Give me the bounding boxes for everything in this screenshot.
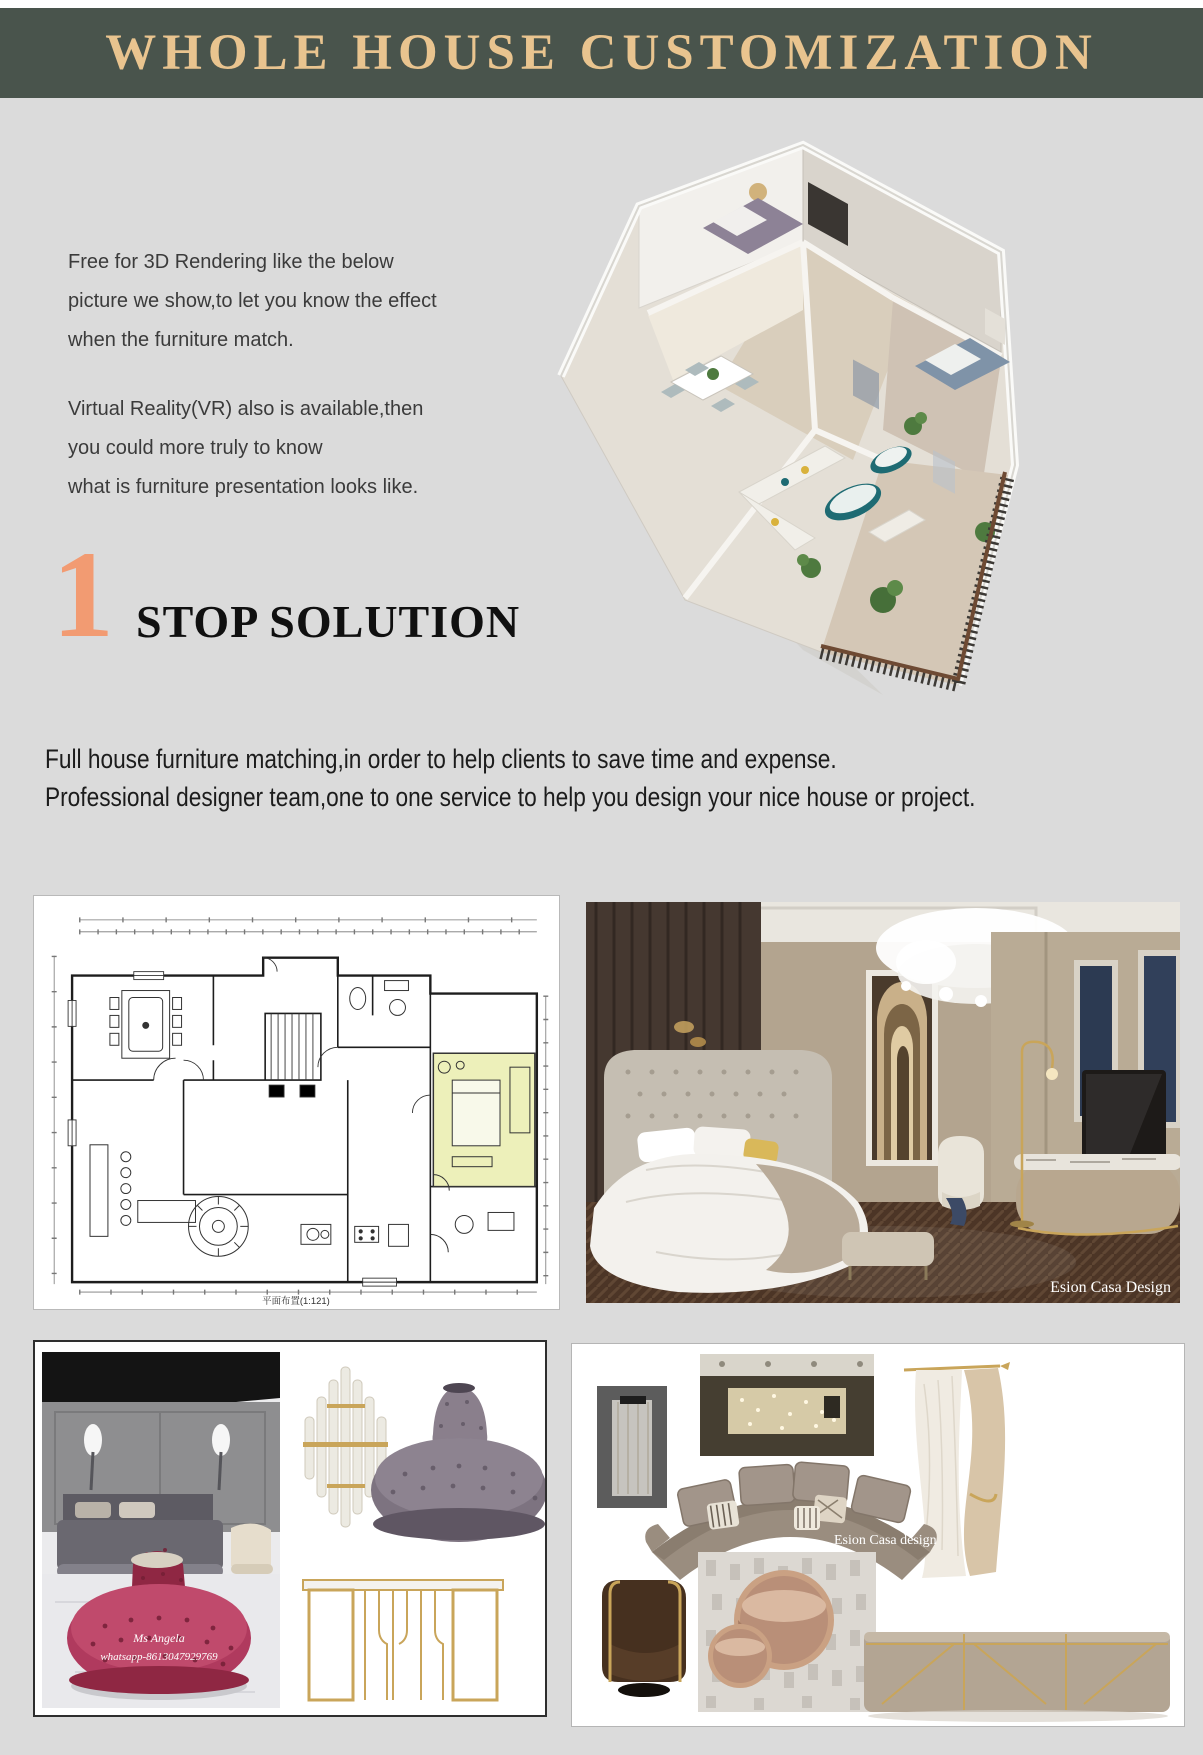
plan-highlight-room (433, 1053, 535, 1190)
furniture-collage-left-image (33, 1340, 547, 1717)
benefits-line2: Professional designer team,one to one service to help you design your nice house or project. (45, 782, 976, 812)
bedroom-watermark: Esion Casa Design (1050, 1279, 1171, 1296)
sideboard-product (864, 1632, 1170, 1722)
solution-heading-block (52, 526, 521, 663)
solution-title: STOP SOLUTION (136, 596, 521, 648)
intro-paragraph-1 (68, 243, 437, 360)
house-3d-render-image (553, 130, 1035, 708)
chandelier-photo (700, 1354, 874, 1456)
intro-p2-line2: you could more truly to know (68, 437, 323, 459)
floor-plan-image (33, 895, 560, 1310)
banner (0, 8, 1203, 98)
collage-right-watermark: Esion Casa design (834, 1533, 937, 1548)
intro-paragraph-2 (68, 390, 423, 507)
intro-p2-line1: Virtual Reality(VR) also is available,then (68, 398, 424, 420)
intro-p1-line3: when the furniture match. (68, 329, 294, 351)
floor-plan-caption: 平面布置(1:121) (262, 1296, 330, 1308)
brown-armchair-product (602, 1580, 686, 1697)
arch-artwork (866, 970, 938, 1166)
intro-p1-line2: picture we show,to let you know the effect (68, 290, 437, 312)
marble-sideboard (1014, 1154, 1180, 1235)
contact-name-text: Ms Angela (133, 1631, 185, 1645)
contact-whatsapp-text: whatsapp-8613047929769 (100, 1651, 218, 1663)
benefits-paragraph (45, 740, 1153, 816)
pink-ottoman-photo (42, 1352, 280, 1708)
bed (590, 1050, 868, 1293)
furniture-collage-right-image (571, 1343, 1185, 1727)
crystal-sconce-photo (597, 1386, 667, 1508)
bedroom-render-image (586, 902, 1180, 1303)
benefits-line1: Full house furniture matching,in order to help clients to save time and expense. (45, 744, 837, 774)
cream-armchair-small (231, 1523, 273, 1574)
step-number: 1 (52, 526, 114, 663)
banner-title: WHOLE HOUSE CUSTOMIZATION (105, 25, 1098, 81)
intro-p2-line3: what is furniture presentation looks like. (68, 476, 419, 498)
top-white-strip (0, 0, 1203, 8)
intro-p1-line1: Free for 3D Rendering like the below (68, 251, 394, 273)
